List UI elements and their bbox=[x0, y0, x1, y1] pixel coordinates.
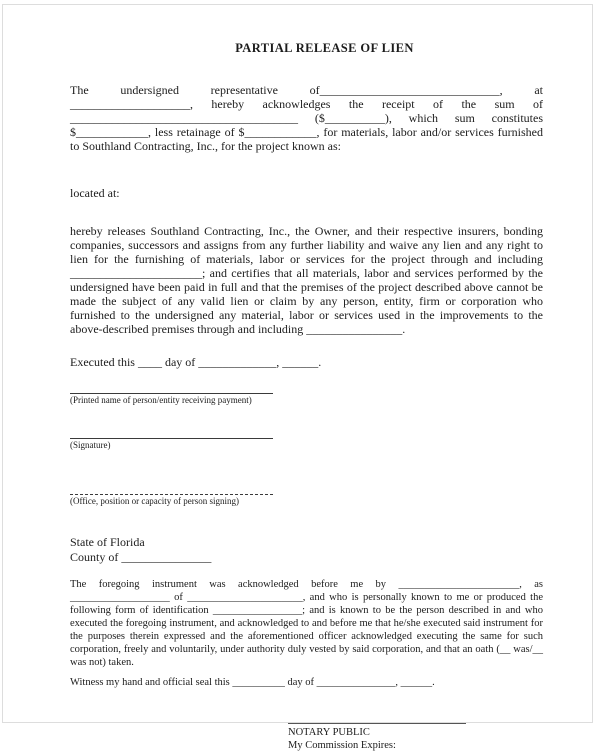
signature-block-printed-name bbox=[70, 381, 543, 406]
paragraph-release-terms: hereby releases Southland Contracting, Inc., the Owner, and their respective insurers, bonding companies, successors and assigns from any further liability and waive any lien and any right to lien for the furnishing of materials, labor or services for the project through and including ______________________; and certifies that all materials, labor and services performed by the undersigned have been paid in full and that the premises of the project described above cannot be made the subject of any valid lien or claim by any person, entity, firm or corporation who furnished to the undersigned any material, labor or services used in the improvements to the above-described premises through and including ________________. bbox=[70, 224, 543, 336]
paragraph-intro-receipt: The undersigned representative of______________________________, at ____________________, hereby acknowledges the receipt of the sum of ______________________________________ ($__________), which sum constitutes $____________, less retainage of $____________, for materials, labor and/or services furnished to Southland Contracting, Inc., for the project known as: bbox=[70, 83, 543, 153]
notary-signature-line bbox=[288, 713, 466, 724]
notary-acknowledgment-paragraph: The foregoing instrument was acknowledged before me by _______________________, as ___________________ of ______________________, and who is personally known to me or produced the following form of identification _________________; and is known to be the person described in and who executed the foregoing instrument, and acknowledged to and before me that he/she executed said instrument for the purposes therein expressed and the aforementioned officer acknowledged executing the same for such corporation, freely and voluntarily, under authority duly vested by said corporation, and that an oath (__ was/__ was not) taken. bbox=[70, 579, 543, 668]
document-page bbox=[70, 0, 543, 752]
notary-signature-block bbox=[288, 713, 543, 752]
witness-seal-line: Witness my hand and official seal this __________ day of _______________, ______. bbox=[70, 677, 435, 688]
signature-label: (Signature) bbox=[70, 440, 111, 450]
printed-name-signature-line bbox=[70, 381, 273, 394]
state-of-florida-label: State of Florida bbox=[70, 535, 145, 549]
document-title: PARTIAL RELEASE OF LIEN bbox=[235, 41, 414, 55]
printed-name-label: (Printed name of person/entity receiving payment) bbox=[70, 395, 252, 405]
county-of-line: County of _______________ bbox=[70, 550, 212, 564]
office-capacity-signature-line bbox=[70, 482, 273, 495]
executed-date-line: Executed this ____ day of _____________, ______. bbox=[70, 355, 322, 369]
located-at-label: located at: bbox=[70, 186, 120, 200]
signature-block-signature bbox=[70, 426, 543, 451]
office-capacity-label: (Office, position or capacity of person signing) bbox=[70, 496, 240, 506]
notary-public-label: NOTARY PUBLIC bbox=[288, 727, 370, 738]
signature-block-office bbox=[70, 482, 543, 507]
signature-line bbox=[70, 426, 273, 439]
commission-expires-label: My Commission Expires: bbox=[288, 740, 396, 751]
